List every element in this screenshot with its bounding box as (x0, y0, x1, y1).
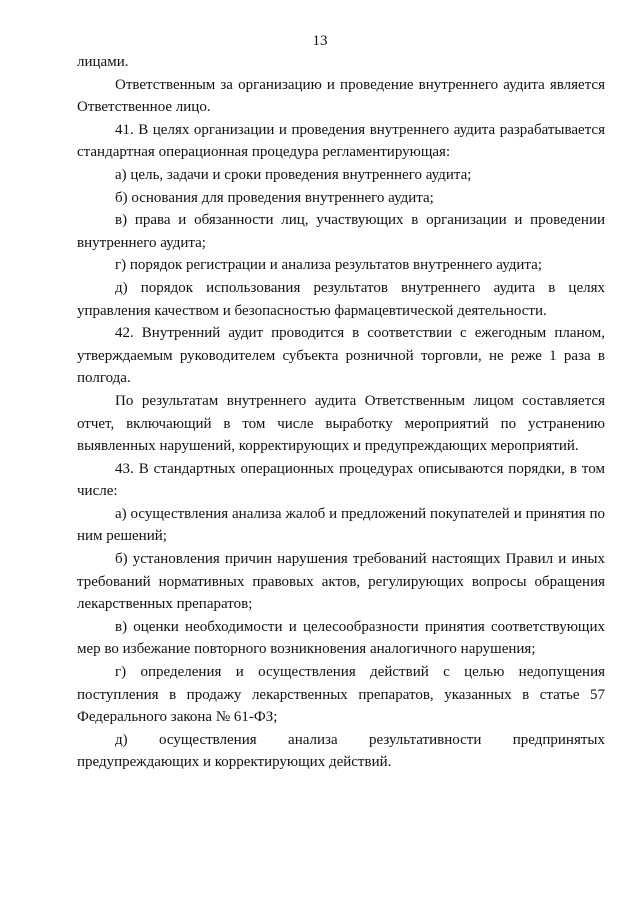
paragraph-41-item-d: д) порядок использования результатов внутреннего аудита в целях управления качеством и безопасностью фармацевтической деятельности. (77, 279, 605, 319)
paragraph-43-item-b: б) установления причин нарушения требований настоящих Правил и иных требований нормативных правовых актов, регулирующих вопросы обращения лекарственных препаратов; (77, 551, 605, 613)
paragraph-41-item-g: г) порядок регистрации и анализа результатов внутреннего аудита; (115, 257, 542, 274)
paragraph-41-item-a: а) цель, задачи и сроки проведения внутреннего аудита; (115, 166, 472, 183)
paragraph-43-item-g: г) определения и осуществления действий с целью недопущения поступления в продажу лекарственных препаратов, указанных в статье 57 Федерального закона № 61-ФЗ; (77, 664, 605, 726)
paragraph-41-item-v: в) права и обязанности лиц, участвующих в организации и проведении внутреннего аудита; (77, 212, 605, 251)
paragraph-41-item-b: б) основания для проведения внутреннего аудита; (115, 189, 434, 206)
paragraph-audit-report: По результатам внутреннего аудита Ответственным лицом составляется отчет, включающий в том числе выработку мероприятий по устранению выявленных нарушений, корректирующих и предупреждающих мероприятий. (77, 392, 605, 455)
paragraph-41: 41. В целях организации и проведения внутреннего аудита разрабатывается стандартная операционная процедура регламентирующая: (77, 121, 605, 161)
document-body (77, 51, 605, 774)
paragraph-43-item-v: в) оценки необходимости и целесообразности принятия соответствующих мер во избежание повторного возникновения аналогичного нарушения; (77, 618, 605, 658)
paragraph-42: 42. Внутренний аудит проводится в соответствии с ежегодным планом, утверждаемым руководителем субъекта розничной торговли, не реже 1 раза в полгода. (77, 325, 605, 387)
paragraph-43: 43. В стандартных операционных процедурах описываются порядки, в том числе: (77, 460, 605, 500)
paragraph-responsible-person: Ответственным за организацию и проведение внутреннего аудита является Ответственное лицо. (77, 76, 605, 116)
paragraph-43-item-d: д) осуществления анализа результативности предпринятых предупреждающих и корректирующих действий. (77, 731, 605, 771)
paragraph-continuation: лицами. (77, 54, 129, 70)
paragraph-43-item-a: а) осуществления анализа жалоб и предложений покупателей и принятия по ним решений; (77, 505, 605, 545)
page-number: 13 (312, 33, 328, 49)
